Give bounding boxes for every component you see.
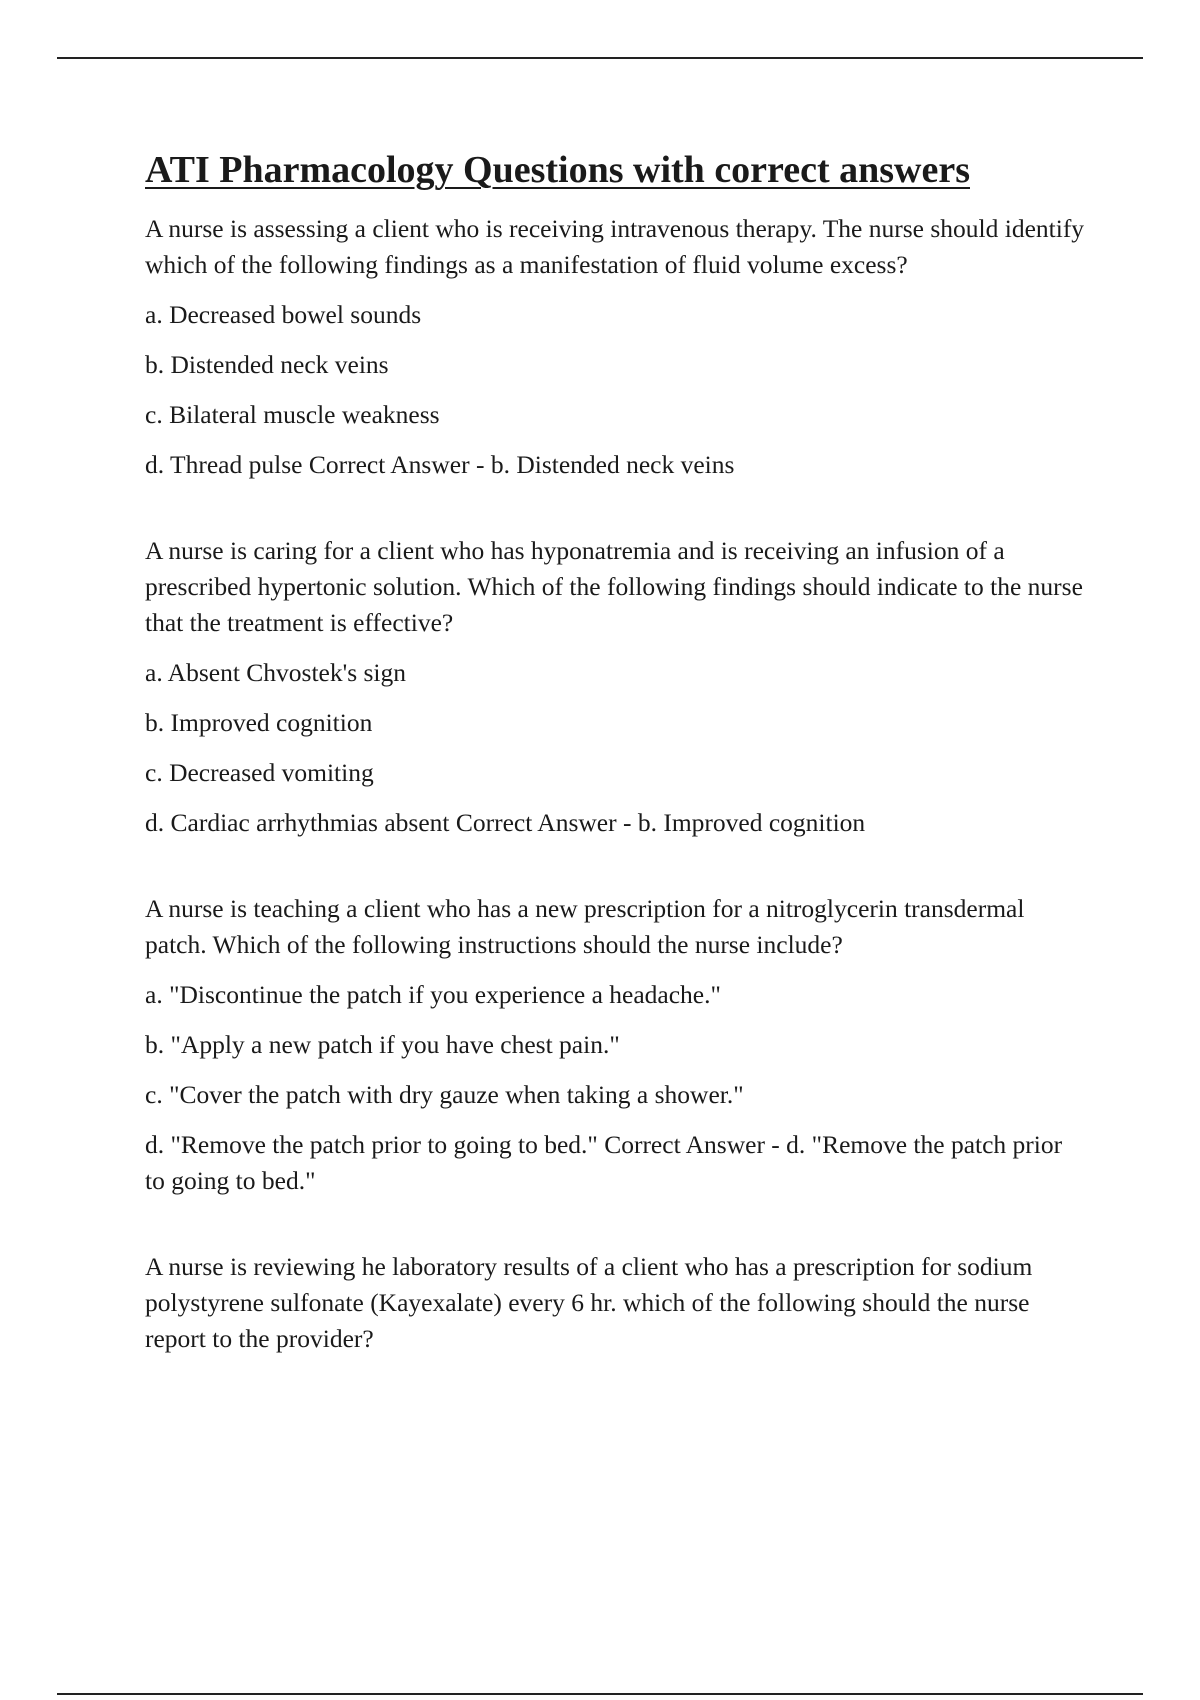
option-c: c. Decreased vomiting bbox=[145, 758, 374, 787]
option-b: b. Distended neck veins bbox=[145, 350, 389, 379]
option-d: d. Thread pulse bbox=[145, 450, 303, 479]
option-b: b. Improved cognition bbox=[145, 708, 373, 737]
document-body bbox=[145, 145, 1085, 1357]
option-d-with-answer bbox=[145, 447, 1085, 483]
document-title: ATI Pharmacology Questions with correct answers bbox=[145, 149, 970, 191]
question-2 bbox=[145, 533, 1085, 841]
option-d: d. "Remove the patch prior to going to bed." bbox=[145, 1130, 598, 1159]
correct-answer: Correct Answer - d. "Remove the patch prior to going to bed." bbox=[145, 1130, 1063, 1195]
correct-answer: Correct Answer - b. Distended neck veins bbox=[308, 450, 735, 479]
option-b: b. "Apply a new patch if you have chest pain." bbox=[145, 1030, 620, 1059]
question-4 bbox=[145, 1249, 1085, 1357]
question-stem: A nurse is teaching a client who has a new prescription for a nitroglycerin transdermal patch. Which of the following instructions should the nurse include? bbox=[145, 894, 1025, 959]
question-stem: A nurse is reviewing he laboratory results of a client who has a prescription for sodium polystyrene sulfonate (Kayexalate) every 6 hr. which of the following should the nurse report to the provider? bbox=[145, 1252, 1033, 1353]
option-d-with-answer bbox=[145, 805, 1085, 841]
option-a: a. "Discontinue the patch if you experience a headache." bbox=[145, 980, 721, 1009]
correct-answer: Correct Answer - b. Improved cognition bbox=[455, 808, 866, 837]
option-a: a. Decreased bowel sounds bbox=[145, 300, 422, 329]
question-1 bbox=[145, 211, 1085, 483]
question-3 bbox=[145, 891, 1085, 1199]
option-d-with-answer bbox=[145, 1127, 1085, 1199]
option-a: a. Absent Chvostek's sign bbox=[145, 658, 407, 687]
bottom-rule bbox=[57, 1693, 1143, 1695]
question-stem: A nurse is assessing a client who is receiving intravenous therapy. The nurse should identify which of the following findings as a manifestation of fluid volume excess? bbox=[145, 214, 1085, 279]
option-c: c. "Cover the patch with dry gauze when taking a shower." bbox=[145, 1080, 744, 1109]
option-d: d. Cardiac arrhythmias absent bbox=[145, 808, 450, 837]
option-c: c. Bilateral muscle weakness bbox=[145, 400, 440, 429]
top-rule bbox=[57, 57, 1143, 59]
question-stem: A nurse is caring for a client who has hyponatremia and is receiving an infusion of a prescribed hypertonic solution. Which of the following findings should indicate to the nurse that the treatment is effective? bbox=[145, 536, 1083, 637]
